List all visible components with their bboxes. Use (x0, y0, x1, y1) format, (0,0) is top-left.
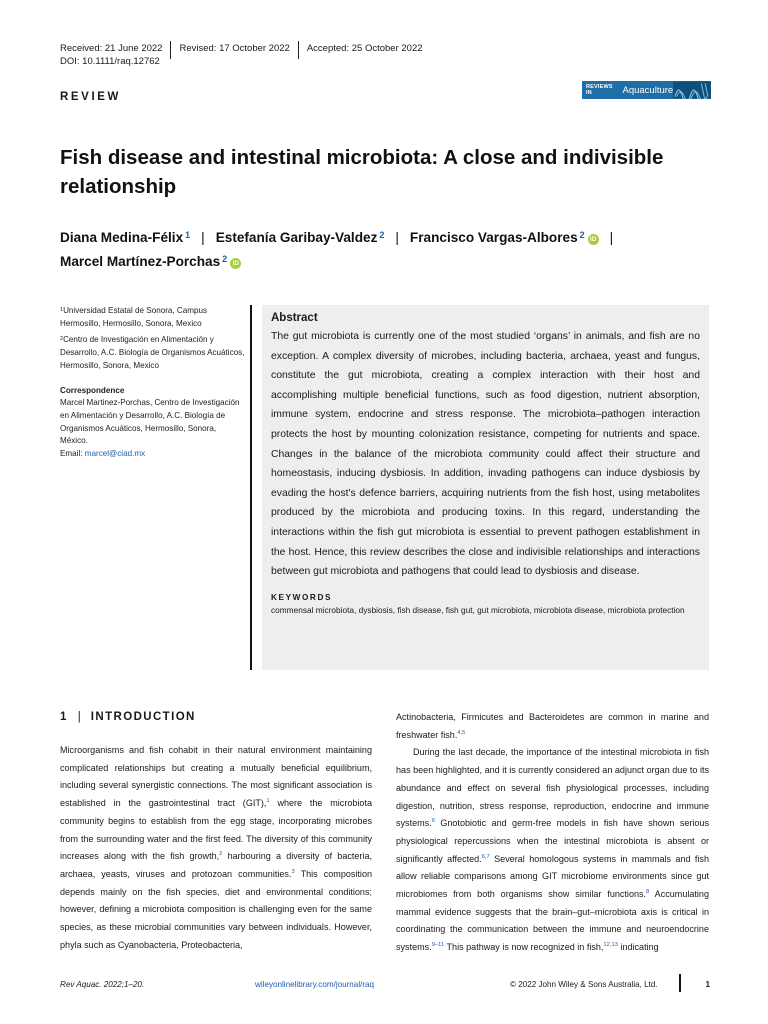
body-paragraph (60, 742, 372, 954)
section-title: INTRODUCTION (90, 711, 196, 723)
author-name[interactable]: Diana Medina-Félix (60, 230, 184, 245)
author-separator: | (201, 230, 205, 245)
affiliation-number: 1 (60, 307, 64, 313)
body-text: Accumulating mammal evidence suggests that the brain–gut–microbiota axis is critical in coordinating the communication between the immune and neuroendocrine systems. (396, 889, 709, 953)
reference-link[interactable]: 4,5 (457, 729, 466, 736)
affiliation-item (60, 305, 245, 330)
correspondence-heading: Correspondence (60, 385, 125, 395)
body-text: Several homologous systems in mammals and fish allow reliable comparisons among GIT microbiome environments since gut microbiomes from both organisms show similar functions. (396, 853, 709, 900)
affiliation-text: Centro de Investigación en Alimentación y Desarrollo, A.C. Biología de Organismos Acuáticos, Hermosillo, Sonora, Mexico (60, 335, 245, 370)
email-link[interactable]: marcel@ciad.mx (84, 449, 146, 459)
body-text: Gnotobiotic and germ-free models in fish have shown serious physiological repercussions when the intestinal microbiota is absent or significantly affected. (396, 818, 709, 864)
author-affiliation-ref[interactable]: 2 (222, 254, 228, 264)
body-text: During the last decade, the importance of the intestinal microbiota in fish has been highlighted, and it is currently considered an adjunct organ due to its abundance and effect on several fish physiological processes, including digestion, nutrition, stress response, reproduction, endocrine and immune systems. (396, 747, 709, 829)
author-affiliation-ref[interactable]: 2 (379, 230, 385, 240)
page-footer (60, 980, 710, 994)
section-number: 1 (60, 711, 68, 723)
reference-link[interactable]: 6,7 (481, 853, 490, 860)
reference-link[interactable]: 6 (431, 818, 435, 825)
email-label: Email: (60, 449, 85, 459)
author-affiliation-ref[interactable]: 1 (185, 230, 191, 240)
orcid-icon[interactable]: iD (588, 234, 599, 245)
article-type-label: REVIEW (60, 91, 121, 103)
reference-link[interactable]: 9–11 (431, 942, 445, 949)
body-text: harbouring a diversity of bacteria, archaea, yeasts, viruses and protozoan communities. (60, 851, 372, 879)
journal-citation: Rev Aquac. 2022;1–20. (60, 980, 145, 989)
author-separator: | (395, 230, 399, 245)
reference-link[interactable]: 3 (291, 868, 295, 875)
reference-link[interactable]: 2 (219, 851, 223, 858)
body-column-left (60, 742, 372, 954)
abstract-heading: Abstract (271, 312, 318, 324)
reference-link[interactable]: 12,13 (603, 942, 618, 949)
correspondence-address: Marcel Martinez-Porchas, Centro de Investigación en Alimentación y Desarrollo, A.C. Biología de Organismos Acuáticos, Hermosillo, Sonora, México. (60, 398, 240, 446)
author-name[interactable]: Francisco Vargas-Albores (409, 230, 578, 245)
copyright-notice: © 2022 John Wiley & Sons Australia, Ltd. (510, 980, 658, 989)
body-text: indicating (617, 942, 659, 953)
article-dates (60, 39, 423, 57)
correspondence-text (60, 397, 245, 461)
revised-date: Revised: 17 October 2022 (179, 42, 290, 54)
journal-logo (582, 81, 711, 99)
body-text: This pathway is now recognized in fish, (444, 942, 604, 953)
accepted-date: Accepted: 25 October 2022 (306, 42, 423, 54)
body-paragraph (396, 709, 709, 744)
affiliation-text: Universidad Estatal de Sonora, Campus Hermosillo, Hermosillo, Sonora, Mexico (60, 306, 208, 328)
body-text: Microorganisms and fish cohabit in their natural environment maintaining complicated relationships but creating a mutually beneficial equilibrium, including several synergistic connections. The most significant association is established in the gastrointestinal tract (GIT), (60, 745, 372, 809)
body-text: where the microbiota community begins to establish from the egg stage, incorporating microbes from the surrounding water and the first feed. The diversity of this community increases along with the fish growth, (60, 798, 372, 862)
wave-pattern-icon (673, 81, 711, 99)
received-date: Received: 21 June 2022 (60, 42, 163, 54)
article-title: Fish disease and intestinal microbiota: A close and indivisible relationship (60, 146, 664, 198)
vertical-divider (250, 305, 252, 670)
abstract-box (262, 305, 709, 670)
journal-url-link[interactable]: wileyonlinelibrary.com/journal/raq (255, 980, 375, 989)
body-paragraph (396, 744, 709, 956)
footer-divider (679, 974, 681, 992)
affiliation-number: 2 (60, 336, 64, 343)
affiliation-item (60, 334, 245, 372)
author-name[interactable]: Marcel Martínez-Porchas (60, 254, 221, 269)
journal-logo-name: Aquaculture (622, 84, 674, 96)
page-number: 1 (705, 980, 710, 989)
abstract-text: The gut microbiota is currently one of the most studied ‘organs’ in animals, and fish are no exception. A complex diversity of microbes, including bacteria, archaea, yeast and fungus, constitute the gut microbiota, creating a complex interaction with their host and accomplishing multiple beneficial functions, such as food digestion, nutrient absorption, immune system, endocrine and stress response. The microbiota–pathogen interaction protects the host by mounting colonization resistance, competing for nutrients and space. Changes in the balance of the microbiota community could affect their structure and homeostasis, inducing dysbiosis. In addition, invading pathogens can induce dysbiosis by evading the host's defence barriers, acquiring nutrients from the fish host, using metabolites produced by the microbiota and producing toxins. In this regard, understanding the interactions within the fish gut microbiota is essential to prevent pathogen establishment in the host. Hence, this review describes the close and indivisible relationships and interactions between gut microbiota and pathogens that could lead to dysbiosis and disease. (271, 331, 700, 578)
section-heading-introduction (60, 711, 196, 723)
reference-link[interactable]: 1 (266, 798, 270, 805)
body-text: Actinobacteria, Firmicutes and Bacteroidetes are common in marine and freshwater fish. (396, 712, 709, 740)
author-affiliation-ref[interactable]: 2 (579, 230, 585, 240)
keywords-text: commensal microbiota, dysbiosis, fish disease, fish gut, gut microbiota, microbiota disease, microbiota protection (271, 604, 685, 615)
reference-link[interactable]: 8 (646, 889, 650, 896)
body-text: This composition depends mainly on the fish species, diet and environmental conditions; however, defining a microbiota composition is challenging even for the same species, as these microbial communities vary between individuals. However, phyla such as Cyanobacteria, Proteobacteria, (60, 868, 373, 950)
section-separator: | (77, 711, 81, 723)
affiliations-panel (60, 305, 245, 465)
keywords-heading: KEYWORDS (271, 592, 333, 602)
author-separator: | (609, 230, 614, 245)
date-divider (170, 41, 171, 59)
orcid-icon[interactable]: iD (230, 258, 241, 269)
doi: DOI: 10.1111/raq.12762 (60, 56, 160, 67)
body-column-right (396, 709, 709, 957)
author-list (60, 226, 720, 274)
journal-logo-prefix: REVIEWS IN (586, 84, 613, 96)
author-name[interactable]: Estefanía Garibay-Valdez (215, 230, 378, 245)
date-divider (298, 41, 299, 59)
